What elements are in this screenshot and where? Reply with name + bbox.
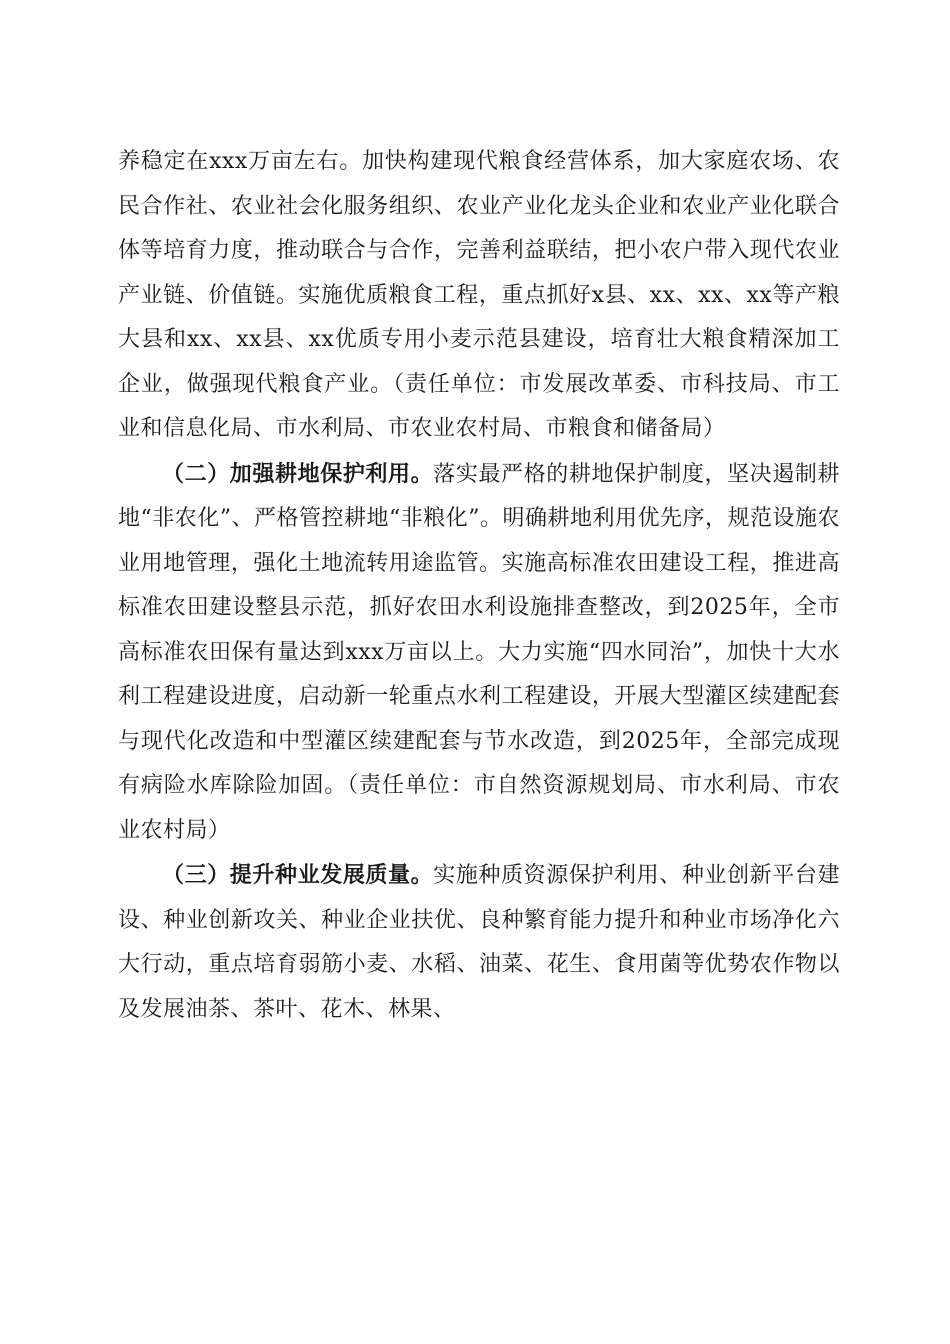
paragraph-text: 落实最严格的耕地保护制度，坚决遏制耕地“非农化”、严格管控耕地“非粮化”。明确耕地利用优先序，规范设施农业用地管理，强化土地流转用途监管。实施高标准农田建设工程，推进高标准农田建设整县示范，抓好农田水利设施排查整改，到2025年，全市高标准农田保有量达到xxx万亩以上。大力实施“四水同治”，加快十大水利工程建设进度，启动新一轮重点水利工程建设，开展大型灌区续建配套与现代化改造和中型灌区续建配套与节水改造，到2025年，全部完成现有病险水库除险加固。（责任单位：市自然资源规划局、市水利局、市农业农村局） [118,461,840,843]
section-heading: （三）提升种业发展质量。 [162,862,434,888]
paragraph-text: 实施种质资源保护利用、种业创新平台建设、种业创新攻关、种业企业扶优、良种繁育能力提升和种业市场净化六大行动，重点培育弱筋小麦、水稻、油菜、花生、食用菌等优势农作物以及发展油茶、茶叶、花木、林果、 [118,863,840,1022]
paragraph-text: 养稳定在xxx万亩左右。加快构建现代粮食经营体系，加大家庭农场、农民合作社、农业社会化服务组织、农业产业化龙头企业和农业产业化联合体等培育力度，推动联合与合作，完善利益联结，把小农户带入现代农业产业链、价值链。实施优质粮食工程，重点抓好x县、xx、xx、xx等产粮大县和xx、xx县、xx优质专用小麦示范县建设，培育壮大粮食精深加工企业，做强现代粮食产业。（责任单位：市发展改革委、市科技局、市工业和信息化局、市水利局、市农业农村局、市粮食和储备局） [118,149,840,441]
document-body [118,140,840,1032]
paragraph-farmland-protection [118,452,840,854]
paragraph-seed-industry [118,853,840,1032]
section-heading: （二）加强耕地保护利用。 [162,460,434,487]
paragraph-continued [118,140,840,452]
